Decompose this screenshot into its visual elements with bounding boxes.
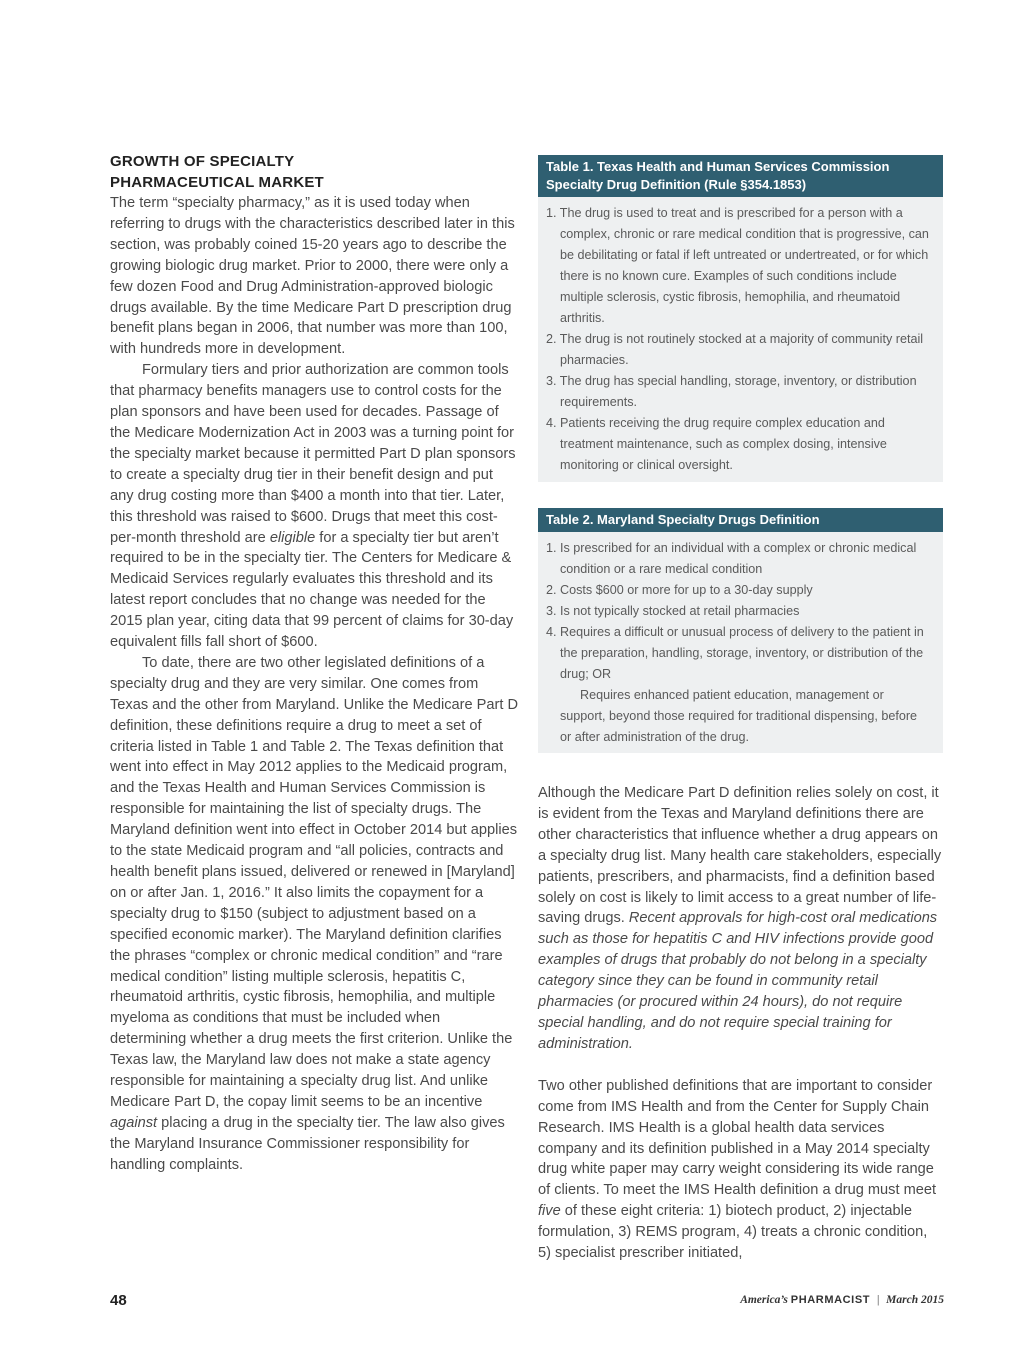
paragraph-2-text-a: Formulary tiers and prior authorization are common tools that pharmacy benefits managers use to control costs for the plan sponsors and have been used for decades. Passage of the Medicare Modernization Act in 2003 was a turning point for the specialty market because it permitted Part D plan sponsors to create a specialty drug tier in their benefit design and put any drug costing more than $400 a month into that tier. Later, this threshold was raised to $600. Drugs that meet this cost-per-month threshold are [110,362,516,546]
table-2-item: 4. Requires a difficult or unusual process of delivery to the patient in the preparation, handling, storage, inventory, or distribution of the drug; OR [546,625,924,681]
right-paragraph-1-text: Although the Medicare Part D definition relies solely on cost, it is evident from the Texas and Maryland definitions there are other characteristics that influence whether a drug appears on a specialty drug list. Many health care stakeholders, especially patients, prescribers, and pharmacists, find a definition based solely on cost is likely to limit access to a great number of life-saving drugs. [538,785,942,927]
right-paragraph-1 [538,783,943,1055]
table-1-body [538,197,943,486]
table-2-item: 3. Is not typically stocked at retail pharmacies [546,604,800,618]
page-number: 48 [110,1292,127,1309]
right-paragraph-2-emphasis: five [538,1203,561,1220]
magazine-prefix: America’s [740,1294,788,1306]
table-1-item: 2. The drug is not routinely stocked at a majority of community retail pharmacies. [546,332,924,367]
right-paragraph-2 [538,1076,943,1264]
right-paragraph-2-text-b: of these eight criteria: 1) biotech product, 2) injectable formulation, 3) REMS program, 4) treats a chronic condition, 5) specialist prescriber initiated, [538,1203,928,1262]
table-2-item: 1. Is prescribed for an individual with a complex or chronic medical condition or a rare medical condition [546,541,917,576]
issue-date: March 2015 [886,1294,944,1306]
table-2-maryland-definition [538,508,943,753]
left-column [110,151,518,1176]
table-2-item: 2. Costs $600 or more for up to a 30-day supply [546,583,813,597]
table-1-texas-definition [538,155,943,482]
right-paragraph-2-text-a: Two other published definitions that are important to consider come from IMS Health and from the Center for Supply Chain Research. IMS Health is a global health data services company and its definition published in a May 2014 specialty drug white paper may carry weight considering its wide range of clients. To meet the IMS Health definition a drug must meet [538,1077,937,1199]
paragraph-2-emphasis: eligible [269,529,316,546]
paragraph-3-emphasis: against [110,1114,158,1131]
table-1-item: 3. The drug has special handling, storage, inventory, or distribution requirements. [546,374,917,409]
paragraph-2-text-b: for a specialty tier but aren’t required to be in the specialty tier. The Centers for Medicare & Medicaid Services regularly evaluates this threshold and its latest report concludes that no change was needed for the 2015 plan year, citing data that 99 percent of claims for 30-day equivalent fills fall short of $600. [110,529,514,651]
footer-separator: | [876,1294,880,1306]
section-heading-line2: PHARMACEUTICAL MARKET [110,174,324,191]
right-body-text [538,783,943,1264]
paragraph-1 [110,193,518,360]
section-heading-line1: GROWTH OF SPECIALTY [110,153,295,170]
left-body-text [110,193,518,1176]
paragraph-2 [110,360,518,653]
right-paragraph-1-emphasis: Recent approvals for high-cost oral medications such as those for hepatitis C and HIV infections provide good examples of drugs that probably do not belong in a specialty category since they can be found in community retail pharmacies (or procured within 24 hours), do not require special handling, and do not require special training for administration. [538,910,938,1052]
table-1-item: 4. Patients receiving the drug require complex education and treatment maintenance, such as complex dosing, intensive monitoring or clinical oversight. [546,416,887,472]
table-1-title: Table 1. Texas Health and Human Services Commission Specialty Drug Definition (Rule §354.1853) [538,155,943,197]
table-2-sub-item: Requires enhanced patient education, management or support, beyond those required for traditional dispensing, before or after administration of the drug. [560,688,918,744]
paragraph-3 [110,653,518,1176]
magazine-brand: PHARMACIST [790,1294,871,1306]
paragraph-1-text: The term “specialty pharmacy,” as it is used today when referring to drugs with the characteristics described later in this section, was probably coined 15-20 years ago to describe the growing biologic drug market. Prior to 2000, there were only a few dozen Food and Drug Administration-approved biologic drugs available. By the time Medicare Part D prescription drug benefit plans began in 2006, that number was more than 100, with hundreds more in development. [110,195,515,358]
right-column [538,155,943,1285]
table-2-body [538,532,943,758]
section-heading [110,151,518,193]
table-2-title: Table 2. Maryland Specialty Drugs Definition [538,508,943,532]
paragraph-3-text-a: To date, there are two other legislated definitions of a specialty drug and they are very similar. One comes from Texas and the other from Maryland. Unlike the Medicare Part D definition, these definitions require a drug to meet a set of criteria listed in Table 1 and Table 2. The Texas definition that went into effect in May 2012 applies to the Medicaid program, and the Texas Health and Human Services Commission is responsible for maintaining the list of specialty drugs. The Maryland definition went into effect in October 2014 but applies to the state Medicaid program and “all policies, contracts and health benefit plans issued, delivered or renewed in [Maryland] on or after Jan. 1, 2016.” It also limits the copayment for a specialty drug to $150 (subject to adjustment based on a specified economic marker). The Maryland definition clarifies the phrases “complex or chronic medical condition” and “rare medical condition” listing multiple sclerosis, hepatitis C, rheumatoid arthritis, cystic fibrosis, hemophilia, and multiple myeloma as conditions that must be included when determining whether a drug meets the first criterion. Unlike the Texas law, the Maryland law does not make a state agency responsible for maintaining a specialty drug list. And unlike Medicare Part D, the copay limit seems to be an incentive [110,654,518,1110]
paragraph-3-text-b: placing a drug in the specialty tier. The law also gives the Maryland Insurance Commissioner responsibility for handling complaints. [110,1114,505,1173]
table-1-item: 1. The drug is used to treat and is prescribed for a person with a complex, chronic or rare medical condition that is progressive, can be debilitating or fatal if left untreated or undertreated, or for which there is no known cure. Examples of such conditions include multiple sclerosis, cystic fibrosis, hemophilia, and rheumatoid arthritis. [546,206,929,325]
publication-footer [740,1294,944,1306]
